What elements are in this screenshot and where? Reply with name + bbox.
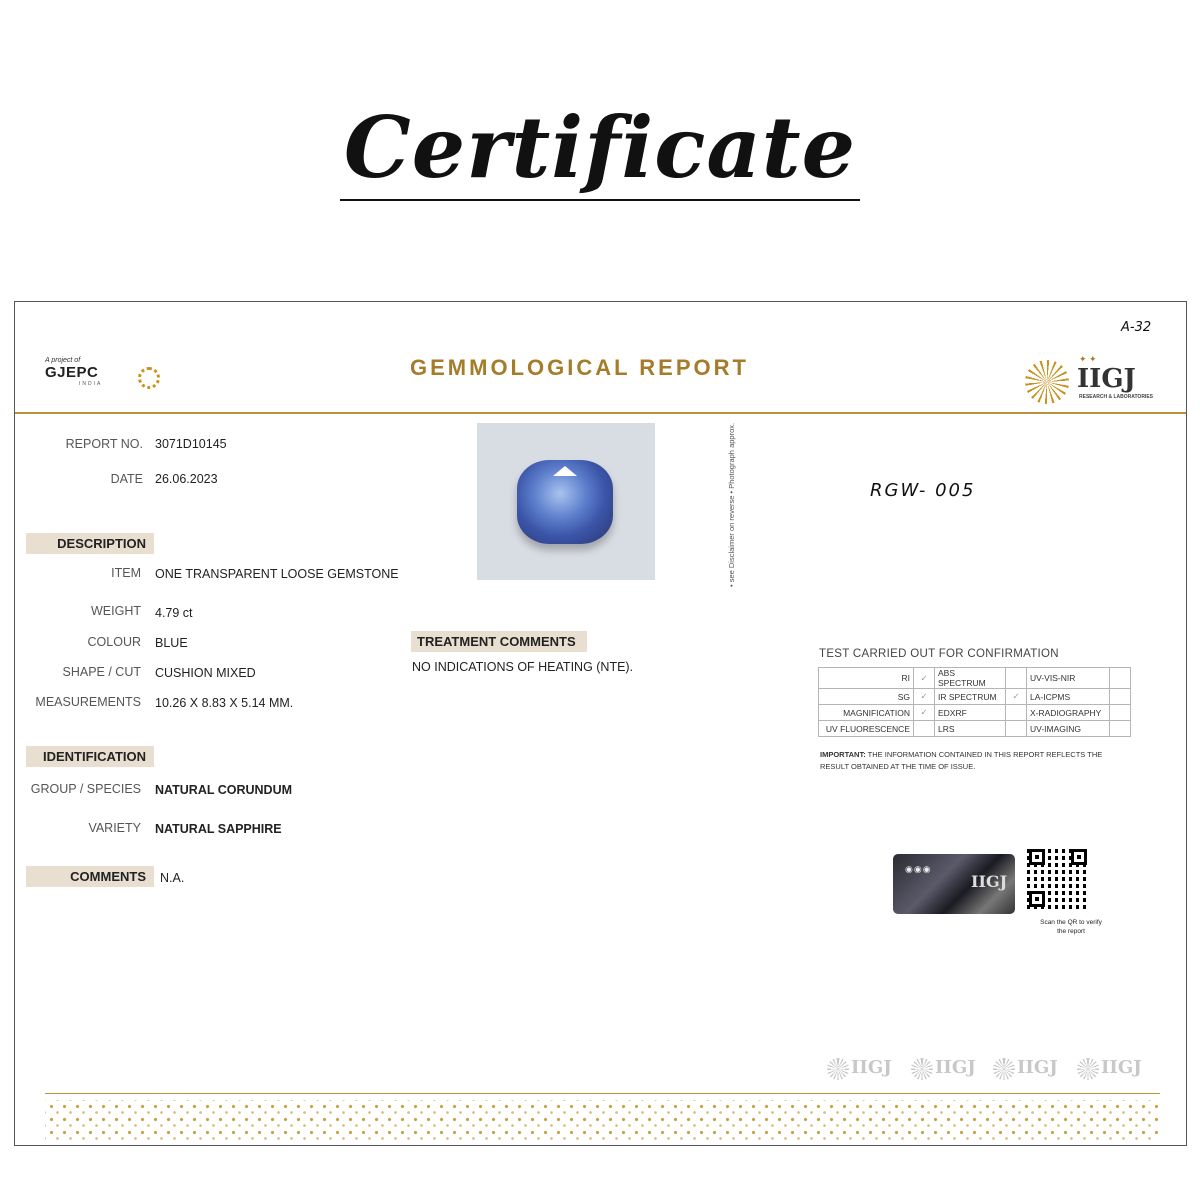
check-icon: ✓ xyxy=(914,689,935,705)
test-name: LA-ICPMS xyxy=(1027,689,1110,705)
page-heading: Certificate xyxy=(0,98,1200,197)
watermark-row xyxy=(827,1055,1157,1085)
qr-caption: Scan the QR to verify the report xyxy=(1040,919,1102,935)
gjepc-name: GJEPC xyxy=(45,364,99,381)
test-name: IR SPECTRUM xyxy=(935,689,1006,705)
gemmological-report xyxy=(14,301,1187,1146)
measurements-label: MEASUREMENTS xyxy=(35,695,141,709)
iigj-logo-text: IIGJ xyxy=(1077,364,1136,394)
table-row xyxy=(819,721,1131,737)
test-name: X-RADIOGRAPHY xyxy=(1027,705,1110,721)
photo-disclaimer: • see Disclaimer on reverse • Photograph approx. xyxy=(727,422,736,587)
comments-value: N.A. xyxy=(160,871,185,885)
report-no-value: 3071D10145 xyxy=(155,437,227,451)
iigj-watermark-icon: IIGJ xyxy=(1077,1055,1151,1085)
table-row xyxy=(819,668,1131,689)
iigj-watermark-icon: IIGJ xyxy=(911,1055,985,1085)
date-label: DATE xyxy=(110,472,143,486)
identification-section: IDENTIFICATION xyxy=(26,746,154,767)
check-icon xyxy=(1006,668,1027,689)
header-divider xyxy=(15,412,1186,414)
check-cell xyxy=(1110,668,1131,689)
decorative-star-border xyxy=(45,1100,1160,1140)
group-value: NATURAL CORUNDUM xyxy=(155,783,293,797)
variety-label: VARIETY xyxy=(88,821,141,835)
colour-value: BLUE xyxy=(155,636,188,650)
item-label: ITEM xyxy=(111,566,141,580)
gemstone-icon xyxy=(517,460,613,544)
item-value: ONE TRANSPARENT LOOSE GEMSTONE xyxy=(155,567,399,581)
check-icon: ✓ xyxy=(914,668,935,689)
iigj-sun-logo-icon xyxy=(1025,354,1165,410)
test-name: EDXRF xyxy=(935,705,1006,721)
shape-value: CUSHION MIXED xyxy=(155,666,256,680)
colour-label: COLOUR xyxy=(87,635,141,649)
weight-label: WEIGHT xyxy=(91,604,141,618)
check-cell xyxy=(1110,721,1131,737)
group-label: GROUP / SPECIES xyxy=(30,782,141,796)
variety-value: NATURAL SAPPHIRE xyxy=(155,822,282,836)
weight-value: 4.79 ct xyxy=(155,606,193,620)
gjepc-emblem-icon xyxy=(138,367,160,389)
handwritten-code: RGW- 005 xyxy=(870,480,976,501)
important-text: THE INFORMATION CONTAINED IN THIS REPORT REFLECTS THE RESULT OBTAINED AT THE TIME OF ISSUE. xyxy=(820,750,1103,771)
test-name: UV FLUORESCENCE xyxy=(819,721,914,737)
gjepc-country: INDIA xyxy=(79,381,103,387)
hologram-dots-icon: ◉◉◉ xyxy=(905,864,932,874)
shape-label: SHAPE / CUT xyxy=(62,665,141,679)
comments-section: COMMENTS xyxy=(26,866,154,887)
iigj-watermark-icon: IIGJ xyxy=(993,1055,1067,1085)
iigj-rays-icon xyxy=(1025,360,1069,404)
footer-divider xyxy=(45,1093,1160,1094)
measurements-value: 10.26 X 8.83 X 5.14 MM. xyxy=(155,696,294,710)
date-value: 26.06.2023 xyxy=(155,472,218,486)
check-icon xyxy=(1006,721,1027,737)
test-name: ABS SPECTRUM xyxy=(935,668,1006,689)
qr-finder-icon xyxy=(1029,891,1045,907)
gjepc-tagline: A project of xyxy=(45,357,81,364)
table-row xyxy=(819,689,1131,705)
test-name: UV-IMAGING xyxy=(1027,721,1110,737)
test-name: RI xyxy=(819,668,914,689)
check-cell xyxy=(1110,705,1131,721)
treatment-section: TREATMENT COMMENTS xyxy=(411,631,587,652)
tests-table xyxy=(818,667,1131,737)
qr-finder-icon xyxy=(1071,849,1087,865)
important-notice xyxy=(820,749,1110,772)
test-name: UV-VIS-NIR xyxy=(1027,668,1110,689)
report-no-label: REPORT NO. xyxy=(65,437,143,451)
test-name: MAGNIFICATION xyxy=(819,705,914,721)
hologram-seal-icon xyxy=(893,854,1015,914)
check-cell xyxy=(1110,689,1131,705)
iigj-subtitle: RESEARCH & LABORATORIES xyxy=(1079,394,1153,400)
qr-finder-icon xyxy=(1029,849,1045,865)
check-icon xyxy=(914,721,935,737)
check-icon: ✓ xyxy=(1006,689,1027,705)
gemstone-photo xyxy=(477,423,655,580)
test-name: SG xyxy=(819,689,914,705)
tests-title: TEST CARRIED OUT FOR CONFIRMATION xyxy=(819,648,1059,660)
treatment-value: NO INDICATIONS OF HEATING (NTE). xyxy=(412,660,634,674)
iigj-stars-icon: ✦ ✦ xyxy=(1079,354,1097,364)
iigj-watermark-icon: IIGJ xyxy=(827,1055,901,1085)
gjepc-logo-icon xyxy=(45,357,102,387)
report-title: GEMMOLOGICAL REPORT xyxy=(410,355,749,380)
check-icon: ✓ xyxy=(914,705,935,721)
check-icon xyxy=(1006,705,1027,721)
important-label: IMPORTANT: xyxy=(820,750,866,759)
table-row xyxy=(819,705,1131,721)
test-name: LRS xyxy=(935,721,1006,737)
description-section: DESCRIPTION xyxy=(26,533,154,554)
handwritten-reference: A-32 xyxy=(1121,320,1152,335)
hologram-logo: IIGJ xyxy=(971,872,1008,891)
qr-code-icon[interactable] xyxy=(1027,847,1089,909)
